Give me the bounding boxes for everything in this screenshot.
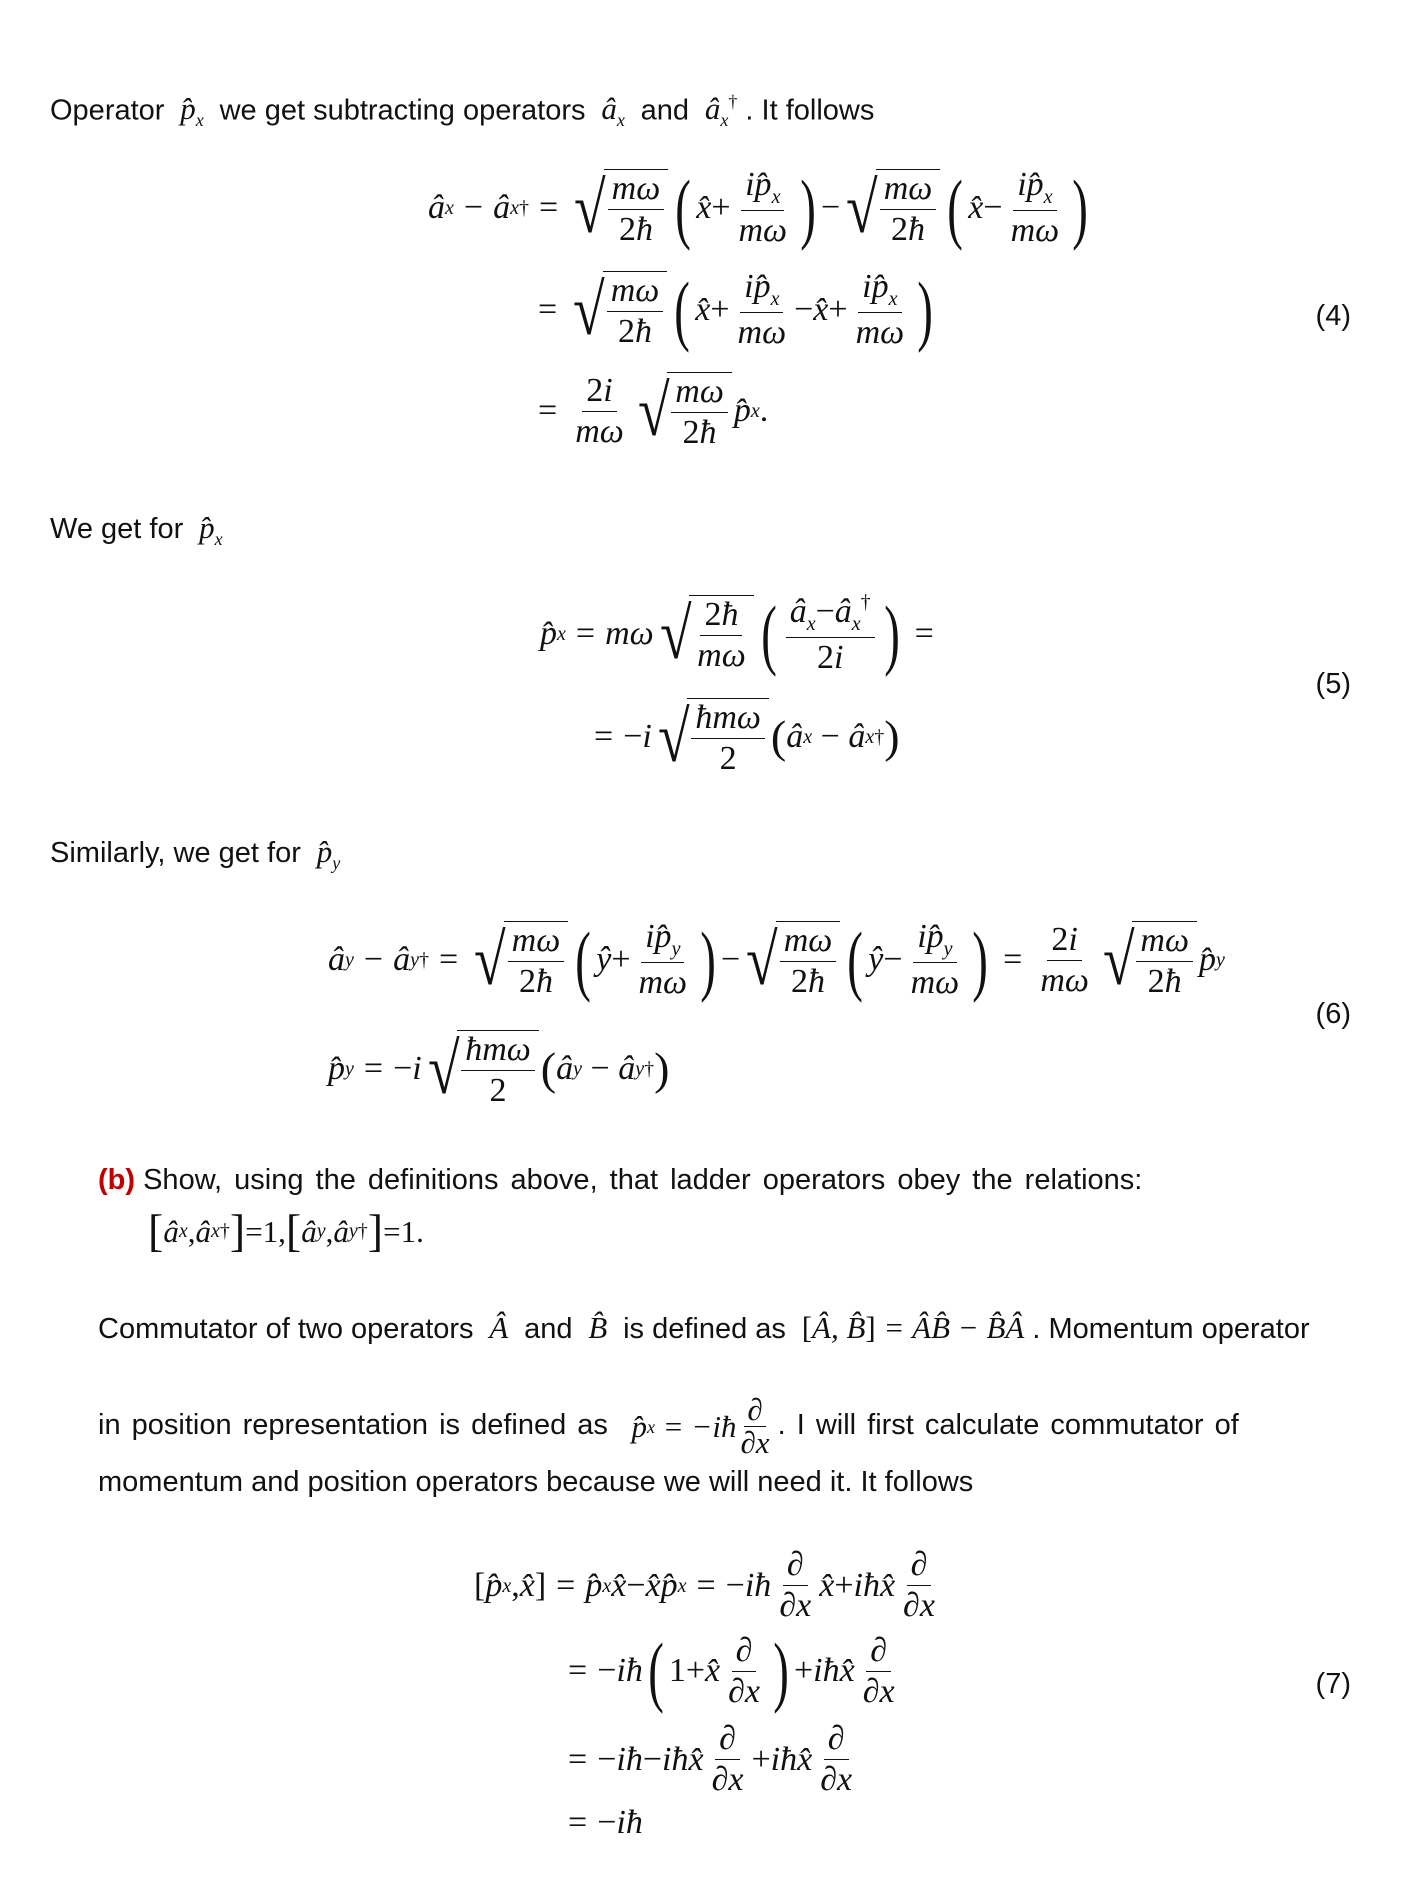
paragraph-calculate-commutator: momentum and position operators because we will need it. It follows [98, 1466, 974, 1498]
equation-4-line-1: â x − â x † = √ $\frac{m\omega}{2ħ}$ ( x̂ + $\frac{ip̂_x}{m\omega}$ ) − √ $\frac{m\omega}{2ħ}$ ( x̂ − $\frac{ip̂_x}{m\omega}$ ) [428, 164, 1088, 251]
paragraph-commutator-definition: Commutator of two operators Â and B̂ is defined as [Â, B̂] = ÂB̂ − B̂Â . Momentum operator [98, 1310, 1310, 1345]
equation-7-line-2: = − iħ ( 1+ x̂ $\frac{\partial}{\partial x}$ ) + iħx̂ $\frac{\partial}{\partial x}$ [568, 1627, 895, 1714]
equation-6-line-2: p̂ y = − i √ $\frac{\text{ħmω}}{2}$ ( â y − â y † ) [328, 1029, 670, 1109]
equation-7-line-3: = − iħ − iħx̂ $\frac{\partial}{\partial x}$ + iħx̂ $\frac{\partial}{\partial x}$ [568, 1720, 853, 1798]
paragraph-we-get-for-px: We get for $p̂_x$ [50, 510, 223, 550]
equation-7-line-1: [ p̂ x , x̂ ] = p̂ x x̂ − x̂p̂ x = − iħ $\frac{\partial}{\partial x}$ x̂ + iħx̂ $\frac{\partial}{\partial x}$ [474, 1546, 935, 1624]
equation-4-line-2: = √ $\frac{m\omega}{2ħ}$ ( x̂ + $\frac{ip̂_x}{m\omega}$ − x̂ + $\frac{ip̂_x}{m\omega}$ ) [538, 266, 933, 353]
equation-number-5: (5) [1315, 668, 1351, 700]
paragraph-momentum-position-rep: in position representation is defined as p̂ x = −iħ ∂ ∂x . I will first calculate commutator of [98, 1392, 1239, 1460]
paragraph-operator-px: Operator $p̂_x$ we get subtracting operators $â_x$ and $â_x^\dagger$ . It follows [50, 91, 875, 131]
part-b-relations: [ â x , â x † ] =1, [ â y , â y † ] =1. [148, 1205, 424, 1256]
equation-5-line-2: = − i √ $\frac{\text{ħmω}}{2}$ ( â x − â x † ) [594, 697, 900, 777]
equation-number-4: (4) [1315, 300, 1351, 332]
equation-5-line-1: p̂ x = mω √ $\frac{2ħ}{m\omega}$ ( $\frac{â_x-â_x^\dagger}{2i}$ ) = [540, 589, 934, 677]
equation-4-line-3: = $\frac{2i}{m\omega}$ √ $\frac{m\omega}{2ħ}$ p̂ x . [538, 371, 769, 451]
equation-number-6: (6) [1315, 998, 1351, 1030]
paragraph-similarly-py: Similarly, we get for $p̂_y$ [50, 834, 341, 874]
equation-6-line-1: â y − â y † = √ $\frac{m\omega}{2ħ}$ ( ŷ + $\frac{ip̂_y}{m\omega}$ ) − √ $\frac{m\omega}{2ħ}$ ( ŷ − $\frac{ip̂_y}{m\omega}$ ) = $\frac{2i}{m\omega}$ √ $\frac{m\omega}{2ħ}$ p̂ y [328, 916, 1225, 1003]
equation-number-7: (7) [1315, 1668, 1351, 1700]
equation-7-line-4: = − iħ [568, 1804, 643, 1841]
part-b-statement: (b) Show, using the definitions above, that ladder operators obey the relations: [98, 1164, 1143, 1196]
